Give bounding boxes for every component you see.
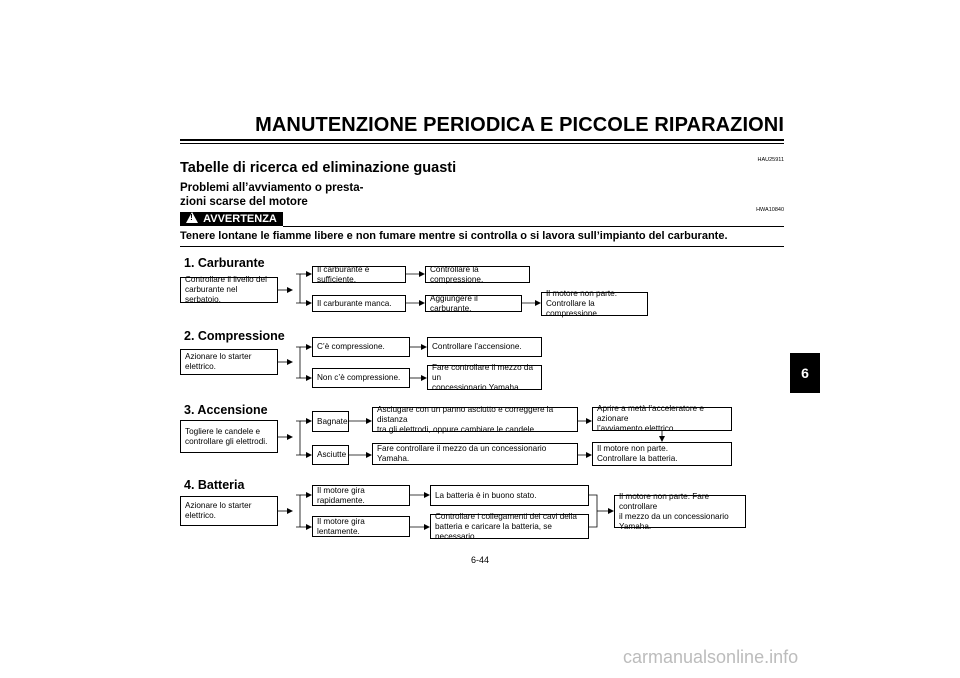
section-heading-batteria: 4. Batteria (184, 478, 245, 492)
chapter-tab: 6 (790, 353, 820, 393)
box-accensione-no: Asciutte (312, 445, 349, 465)
box-compressione-yes: C’è compressione. (312, 337, 410, 357)
box-carburante-no-action: Aggiungere il carburante. (425, 295, 522, 312)
section-code: HAU25911 (757, 157, 784, 163)
box-batteria-no-action: Controllare i collegamenti dei cavi della batteria e caricare la batteria, se necessario. (430, 514, 589, 539)
watermark: carmanualsonline.info (623, 647, 799, 667)
page-number: 6-44 (470, 555, 489, 565)
box-compressione-yes-action: Controllare l’accensione. (427, 337, 542, 357)
subsection-title: Problemi all’avviamento o presta- zioni scarse del motore (180, 182, 364, 208)
page-header-title: MANUTENZIONE PERIODICA E PICCOLE RIPARAZIONI (255, 114, 784, 136)
box-accensione-yes-result: Aprire a metà l’acceleratore e azionare l’avviamento elettrico. (592, 407, 732, 431)
box-carburante-no-result: Il motore non parte. Controllare la compressione. (541, 292, 648, 316)
box-compressione-start: Azionare lo starter elettrico. (180, 349, 278, 375)
box-carburante-no: Il carburante manca. (312, 295, 406, 312)
box-compressione-no-action: Fare controllare il mezzo da un concessionario Yamaha. (427, 365, 542, 390)
box-accensione-no-action: Fare controllare il mezzo da un concessionario Yamaha. (372, 443, 578, 465)
warning-code: HWA10840 (756, 207, 784, 213)
section-title: Tabelle di ricerca ed eliminazione guasti (180, 160, 457, 176)
box-accensione-no-result: Il motore non parte. Controllare la batteria. (592, 442, 732, 466)
box-batteria-yes-action: La batteria è in buono stato. (430, 485, 589, 506)
box-batteria-no: Il motore gira lentamente. (312, 516, 410, 537)
box-carburante-start: Controllare il livello del carburante nel serbatoio. (180, 277, 278, 303)
box-accensione-yes: Bagnate (312, 411, 349, 432)
section-heading-compressione: 2. Compressione (184, 329, 285, 343)
box-accensione-yes-action: Asciugare con un panno asciutto e correggere la distanza tra gli elettrodi, oppure cambiare le candele. (372, 407, 578, 432)
box-carburante-yes-action: Controllare la compressione. (425, 266, 530, 283)
warning-text: Tenere lontane le fiamme libere e non fumare mentre si controlla o si lavora sull’impianto del carburante. (180, 230, 728, 242)
box-batteria-start: Azionare lo starter elettrico. (180, 496, 278, 526)
box-batteria-result: Il motore non parte. Fare controllare il mezzo da un concessionario Yamaha. (614, 495, 746, 528)
section-heading-accensione: 3. Accensione (184, 403, 268, 417)
box-accensione-start: Togliere le candele e controllare gli elettrodi. (180, 420, 278, 453)
box-carburante-yes: Il carburante è sufficiente. (312, 266, 406, 283)
warning-label: AVVERTENZA (203, 213, 277, 225)
section-heading-carburante: 1. Carburante (184, 256, 265, 270)
box-compressione-no: Non c’è compressione. (312, 368, 410, 388)
box-batteria-yes: Il motore gira rapidamente. (312, 485, 410, 506)
